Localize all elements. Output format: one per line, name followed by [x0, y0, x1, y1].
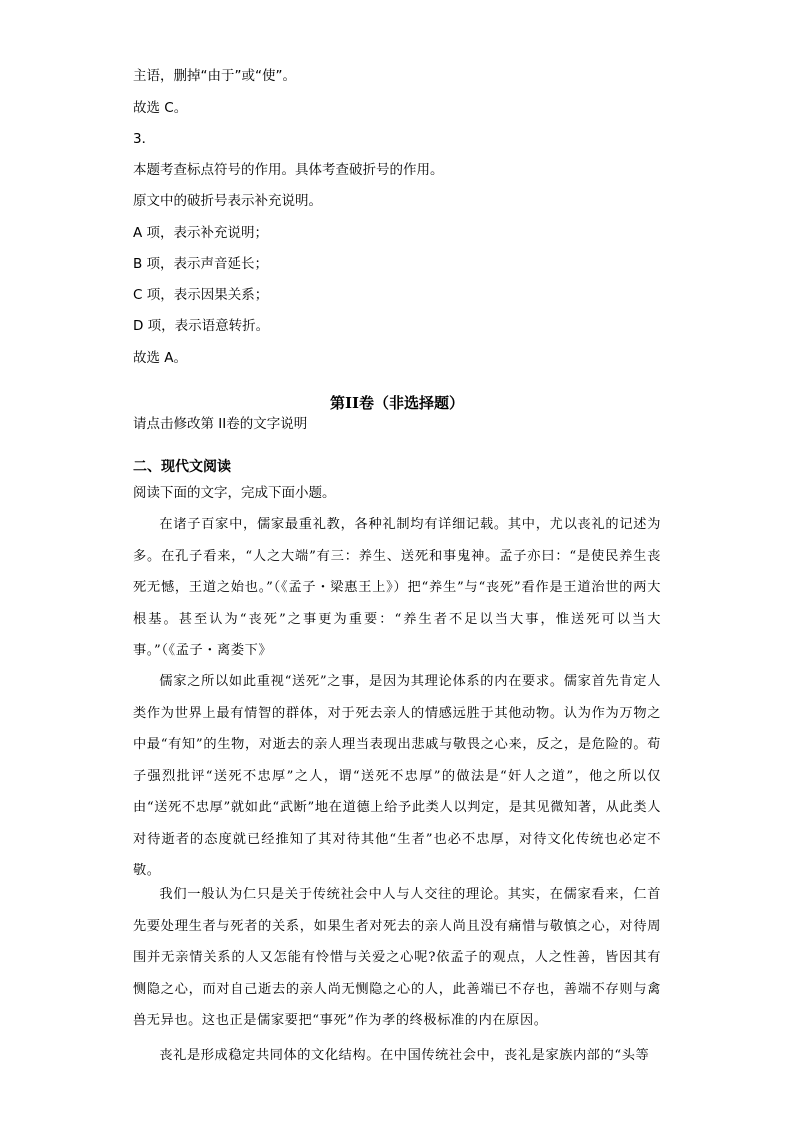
part2-note[interactable]: 请点击修改第 II卷的文字说明 [133, 416, 308, 432]
answer-line-10: 故选 A。 [133, 350, 188, 366]
answer-line-2: 故选 C。 [133, 100, 188, 116]
answer-line-4: 本题考查标点符号的作用。具体考查破折号的作用。 [133, 162, 444, 178]
reading-instruction: 阅读下面的文字，完成下面小题。 [133, 485, 336, 501]
option-a-line: A 项，表示补充说明； [133, 225, 269, 241]
section-heading: 二、现代文阅读 [133, 459, 231, 475]
answer-line-5: 原文中的破折号表示补充说明。 [133, 193, 322, 209]
passage-paragraph-3: 我们一般认为仁只是关于传统社会中人与人交往的理论。其实，在儒家看来，仁首先要处理生者与死者的关系，如果生者对死去的亲人尚且没有痛惜与敬慎之心，对待周围并无亲情关系的人又怎能有怜惜与关爱之心呢?依孟子的观点，人之性善，皆因其有恻隐之心，而对自己逝去的亲人尚无恻隐之心的人，此善端已不存也，善端不存则与禽兽无异也。这也正是儒家要把“事死”作为孝的终极标准的内在原因。 [133, 887, 661, 1028]
option-b-line: B 项，表示声音延长； [133, 256, 269, 272]
passage-paragraph-2: 儒家之所以如此重视“送死”之事，是因为其理论体系的内在要求。儒家首先肯定人类作为世界上最有情智的群体，对于死去亲人的情感远胜于其他动物。认为作为万物之中最“有知”的生物，对逝去的亲人理当表现出悲戚与敬畏之心来，反之，是危险的。荀子强烈批评“送死不忠厚”之人，谓“送死不忠厚”的做法是“奸人之道”，他之所以仅由“送死不忠厚”就如此“武断”地在道德上给予此类人以判定，是其见微知著，从此类人对待逝者的态度就已经推知了其对待其他“生者”也必不忠厚，对待文化传统也必定不敬。 [133, 674, 661, 878]
part2-title: 第II卷（非选择题） [329, 394, 465, 412]
answer-line-1: 主语，删掉“由于”或“使”。 [133, 68, 296, 84]
passage-paragraph-4: 丧礼是形成稳定共同体的文化结构。在中国传统社会中，丧礼是家族内部的“头等 [159, 1048, 650, 1063]
question-number: 3． [133, 131, 156, 147]
option-d-line: D 项，表示语意转折。 [133, 318, 270, 334]
option-c-line: C 项，表示因果关系； [133, 287, 269, 303]
passage-paragraph-1: 在诸子百家中，儒家最重礼教，各种礼制均有详细记载。其中，尤以丧礼的记述为多。在孔子看来，“人之大端”有三：养生、送死和事鬼神。孟子亦曰：“是使民养生丧死无憾，王道之始也。”（《孟子・梁惠王上》）把“养生”与“丧死”看作是王道治世的两大根基。甚至认为“丧死”之事更为重要：“养生者不足以当大事，惟送死可以当大事。”（《孟子・离娄下》 [133, 517, 661, 658]
